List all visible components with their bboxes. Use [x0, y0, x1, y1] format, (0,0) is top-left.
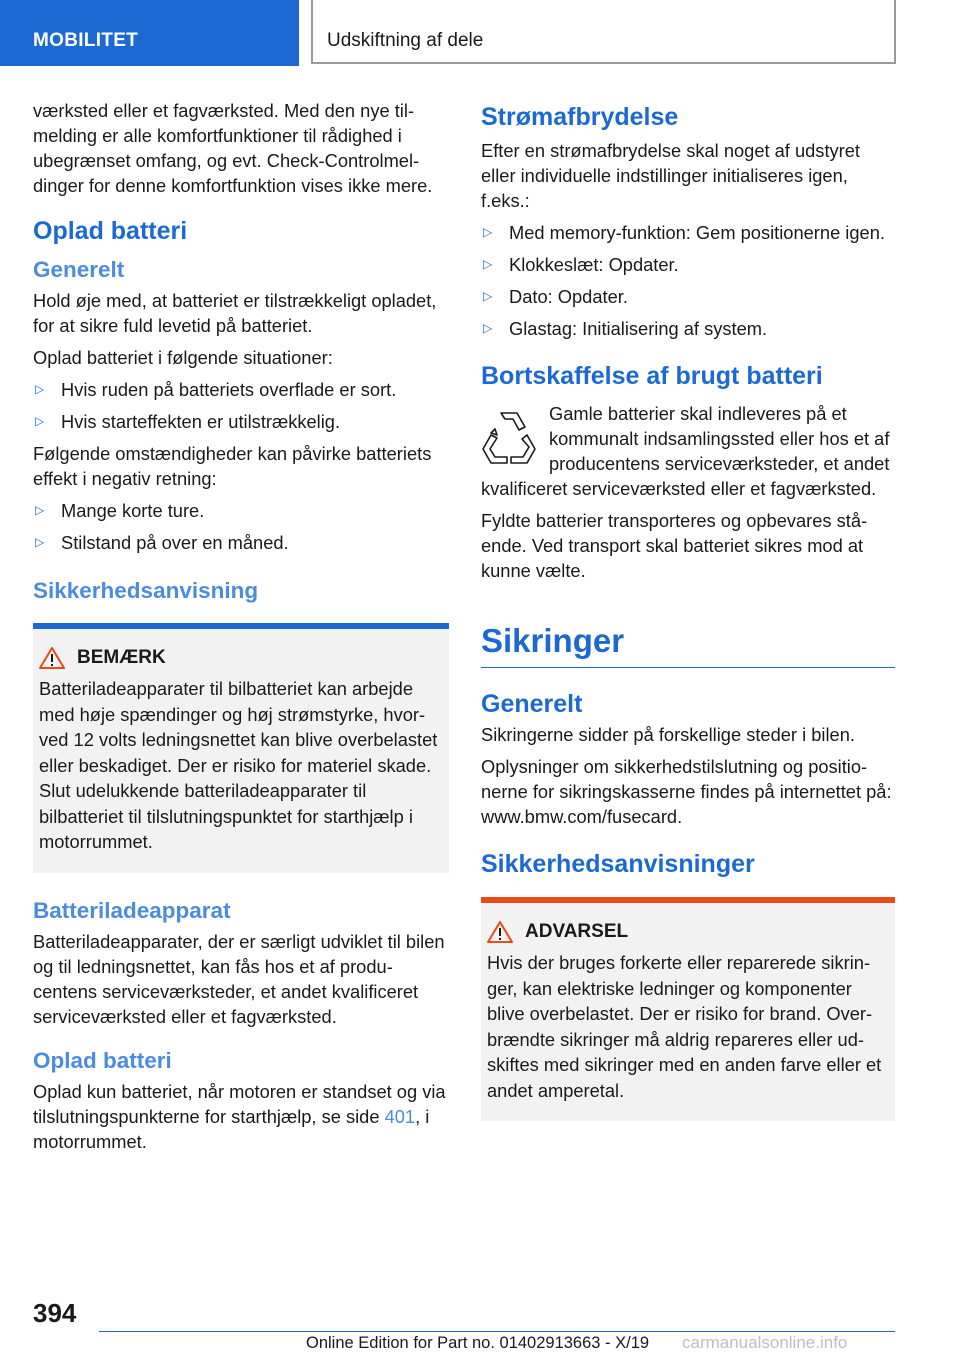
list-item: ▷ Hvis ruden på batteriets overflade er sort.	[35, 379, 397, 400]
heading-generelt: Generelt	[33, 257, 125, 282]
footer-divider	[99, 1331, 895, 1332]
heading-sikringer: Sikringer	[481, 607, 895, 668]
heading-generelt-2: Generelt	[481, 690, 583, 718]
triangle-bullet-icon: ▷	[35, 503, 45, 517]
notice-text: Batteriladeapparater til bilbatteriet kan arbejde med høje spændinger og høj strømstyrke, hvorved 12 volts ledningsnettet kan blive overbelastet eller beskadiget. Der er risiko for materiel skade. Slut udelukkende batteriladeapparater til bilbatteriet til tilslutningspunktet for starthjælp i motorrummet.	[39, 678, 438, 852]
watermark: carmanualsonline.info	[682, 1333, 848, 1352]
page-number: 394	[33, 1298, 77, 1328]
paragraph: Oplad batteriet i følgende situationer:	[33, 347, 333, 368]
list-item: ▷ Mange korte ture.	[35, 500, 205, 521]
paragraph: Efter en strømafbrydelse skal noget af udstyret eller individuelle indstillinger initialiseres igen, f.eks.:	[481, 140, 860, 211]
paragraph: Oplysninger om sikkerhedstilslutning og positionerne for sikringskasserne findes på internettet på: www.bmw.com/fusecard.	[481, 756, 892, 827]
paragraph: Gamle batterier skal indleveres på et kommunalt indsamlingssted eller hos et af producentens serviceværksteder, et andet kvalificeret serviceværksted eller et fagværksted.	[481, 403, 890, 499]
paragraph: Følgende omstændigheder kan påvirke batteriets effekt i negativ retning:	[33, 443, 432, 489]
paragraph: Sikringerne sidder på forskellige steder i bilen.	[481, 724, 855, 745]
bullet-list	[481, 220, 895, 341]
notice-label: BEMÆRK	[77, 647, 166, 668]
warning-triangle-icon	[39, 647, 65, 669]
paragraph: Batteriladeapparater, der er særligt udviklet til bilen og til ledningsnettet, kan fås hos et af producentens serviceværksteder, et andet kvalificeret serviceværksted eller et fagværksted.	[33, 930, 445, 1027]
footer-edition: Online Edition for Part no. 01402913663 - X/19	[306, 1334, 650, 1352]
notice-box	[33, 623, 449, 873]
triangle-bullet-icon: ▷	[483, 289, 493, 303]
list-item: ▷ Med memory-funktion: Gem positionerne igen.	[483, 222, 885, 243]
paragraph: Fyldte batterier transporteres og opbevares stående. Ved transport skal batteriet sikres mod at kunne vælte.	[481, 510, 868, 581]
list-item: ▷ Hvis starteffekten er utilstrækkelig.	[35, 411, 341, 432]
heading-oplad-batteri: Oplad batteri	[33, 217, 188, 245]
section-tab: MOBILITET	[0, 0, 299, 66]
list-item: ▷ Glastag: Initialisering af system.	[483, 318, 768, 339]
intro-paragraph: værksted eller et fagværksted. Med den nye tilmelding er alle komfortfunktioner til rådighed i ubegrænset omfang, og evt. Check-Controlmeldinger for denne komfortfunktion vises ikke mere.	[33, 100, 433, 196]
warning-text: Hvis der bruges forkerte eller reparerede sikringer, kan elektriske ledninger og komponenter blive overbelastet. Der er risiko for brand. Overbrændte sikringer må aldrig repareres eller udskiftes med sikringer med en anden farve eller et andet amperetal.	[487, 952, 882, 1101]
triangle-bullet-icon: ▷	[35, 414, 45, 428]
page-header	[0, 0, 960, 66]
heading-sikkerhedsanvisning: Sikkerhedsanvisning	[33, 578, 259, 603]
page-link[interactable]: 401	[384, 1105, 416, 1127]
list-item: ▷ Klokkeslæt: Opdater.	[483, 254, 679, 275]
paragraph: Hold øje med, at batteriet er tilstrækkeligt opladet, for at sikre fuld levetid på batteriet.	[33, 290, 437, 336]
bullet-list	[33, 498, 449, 555]
triangle-bullet-icon: ▷	[35, 535, 45, 549]
triangle-bullet-icon: ▷	[483, 321, 493, 335]
heading-batteriladeapparat: Batteriladeapparat	[33, 897, 231, 923]
right-column	[481, 98, 895, 1145]
list-item: ▷ Stilstand på over en måned.	[35, 532, 289, 553]
warning-triangle-icon	[487, 921, 513, 943]
left-column	[33, 98, 449, 1161]
warning-box	[481, 897, 895, 1121]
recycle-icon	[481, 405, 537, 467]
heading-stromafbrydelse: Strømafbrydelse	[481, 103, 679, 131]
heading-sikkerhedsanvisninger: Sikkerhedsanvisninger	[481, 850, 755, 878]
triangle-bullet-icon: ▷	[35, 382, 45, 396]
triangle-bullet-icon: ▷	[483, 257, 493, 271]
paragraph: Oplad kun batteriet, når motoren er standset og via tilslutningspunkterne for starthjælp, se side 401, i motorrummet.	[33, 1080, 446, 1152]
heading-oplad-batteri-2: Oplad batteri	[33, 1047, 172, 1073]
bullet-list	[33, 377, 449, 434]
list-item: ▷ Dato: Opdater.	[483, 286, 628, 307]
heading-bortskaffelse: Bortskaffelse af brugt batteri	[481, 362, 823, 390]
warning-label: ADVARSEL	[525, 921, 629, 942]
triangle-bullet-icon: ▷	[483, 225, 493, 239]
chapter-title: Udskiftning af dele	[311, 0, 896, 64]
